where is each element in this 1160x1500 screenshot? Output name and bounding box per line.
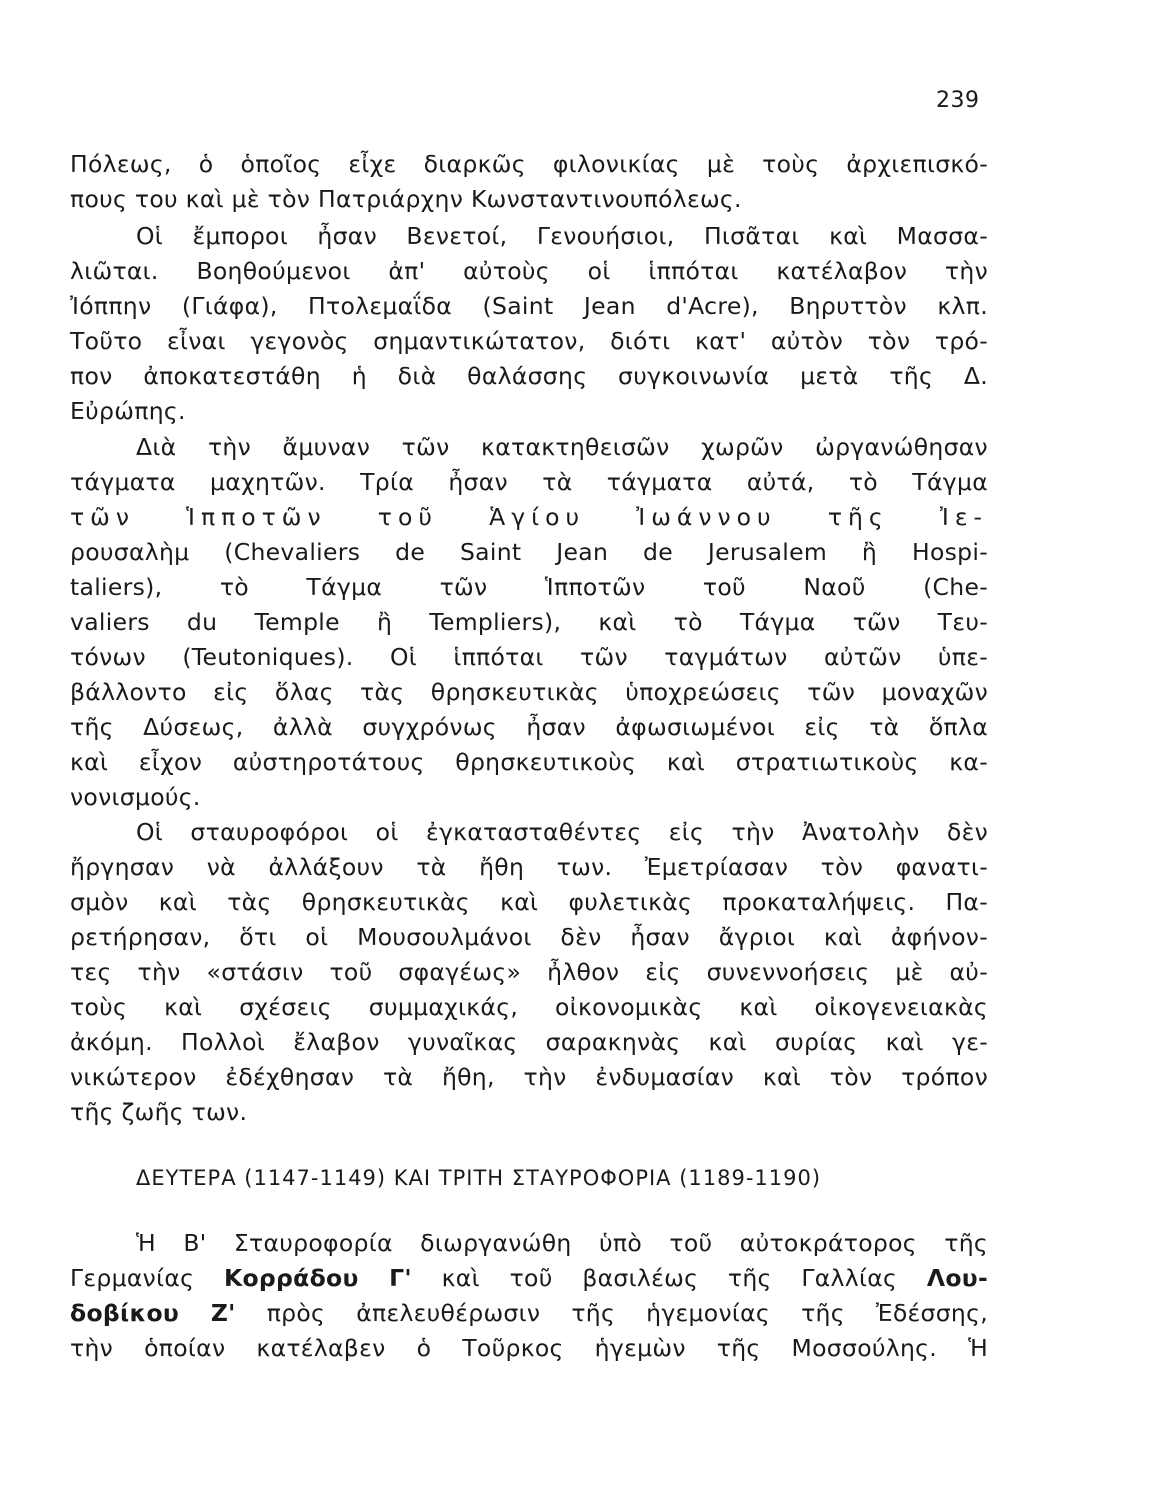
text-line: τῆς ζωῆς των. [70,1098,248,1126]
text-line: πους του καὶ μὲ τὸν Πατριάρχην Κωνσταντινουπόλεως. [70,185,742,213]
text-line: Οἱ ἔμποροι ἦσαν Βενετοί, Γενουήσιοι, Πισᾶται καὶ Μασσα- [136,222,988,250]
text-line: Διὰ τὴν ἄμυναν τῶν κατακτηθεισῶν χωρῶν ὠργανώθησαν [136,433,988,461]
text-line: ἀκόμη. Πολλοὶ ἔλαβον γυναῖκας σαρακηνὰς καὶ συρίας καὶ γε- [70,1028,988,1056]
text-line: νονισμούς. [70,783,201,811]
text-line: τῆς Δύσεως, ἀλλὰ συγχρόνως ἦσαν ἀφωσιωμένοι εἰς τὰ ὅπλα [70,713,988,741]
text-line: τάγματα μαχητῶν. Τρία ἦσαν τὰ τάγματα αὐτά, τὸ Τάγμα [70,468,988,496]
bold-name: Κορράδου Γ' [223,1264,412,1292]
text-line: ἤργησαν νὰ ἀλλάξουν τὰ ἤθη των. Ἐμετρίασαν τὸν φανατι- [70,853,988,881]
bold-name: δοβίκου Ζ' [70,1299,236,1327]
text-line: λιῶται. Βοηθούμενοι ἀπ' αὐτοὺς οἱ ἱππόται κατέλαβον τὴν [70,257,988,285]
text-span: πρὸς ἀπελευθέρωσιν τῆς ἡγεμονίας τῆς Ἐδέσσης, [235,1299,988,1327]
text-line: Οἱ σταυροφόροι οἱ ἐγκατασταθέντες εἰς τὴν Ἀνατολὴν δὲν [136,818,988,846]
text-line: τόνων (Teutoniques). Οἱ ἱππόται τῶν ταγμάτων αὐτῶν ὑπε- [70,643,988,671]
text-line: πον ἀποκατεστάθη ἡ διὰ θαλάσσης συγκοινωνία μετὰ τῆς Δ. [70,362,988,390]
text-line: τῶν Ἱπποτῶν τοῦ Ἁγίου Ἰωάννου τῆς Ἰε- [70,503,988,531]
text-line: τοὺς καὶ σχέσεις συμμαχικάς, οἰκονομικὰς καὶ οἰκογενειακὰς [70,993,988,1021]
text-line: σμὸν καὶ τὰς θρησκευτικὰς καὶ φυλετικὰς προκαταλήψεις. Πα- [70,888,988,916]
page-number: 239 [936,88,980,113]
text-line: νικώτερον ἐδέχθησαν τὰ ἤθη, τὴν ἐνδυμασίαν καὶ τὸν τρόπον [70,1063,988,1091]
text-span: Γερμανίας [70,1264,224,1292]
text-line: Ἡ Β' Σταυροφορία διωργανώθη ὑπὸ τοῦ αὐτοκράτορος τῆς [136,1229,988,1257]
text-line [70,1296,988,1330]
text-line: καὶ εἶχον αὐστηροτάτους θρησκευτικοὺς καὶ στρατιωτικοὺς κα- [70,748,988,776]
text-line: ρετήρησαν, ὅτι οἱ Μουσουλμάνοι δὲν ἦσαν ἄγριοι καὶ ἀφήνον- [70,923,988,951]
text-line: valiers du Temple ἢ Templiers), καὶ τὸ Τάγμα τῶν Τευ- [70,608,988,636]
text-line: ρουσαλὴμ (Chevaliers de Saint Jean de Jerusalem ἢ Hospi- [70,538,988,566]
text-line: Τοῦτο εἶναι γεγονὸς σημαντικώτατον, διότι κατ' αὐτὸν τὸν τρό- [70,327,988,355]
text-line: βάλλοντο εἰς ὅλας τὰς θρησκευτικὰς ὑποχρεώσεις τῶν μοναχῶν [70,678,988,706]
text-line: taliers), τὸ Τάγμα τῶν Ἱπποτῶν τοῦ Ναοῦ (Che- [70,573,988,601]
text-span: καὶ τοῦ βασιλέως τῆς Γαλλίας [411,1264,927,1292]
text-line: Πόλεως, ὁ ὁποῖος εἶχε διαρκῶς φιλονικίας μὲ τοὺς ἀρχιεπισκό- [70,150,988,178]
section-heading: ΔΕΥΤΕΡΑ (1147-1149) ΚΑΙ ΤΡΙΤΗ ΣΤΑΥΡΟΦΟΡΙΑ (1189-1190) [136,1166,822,1190]
text-line [70,1261,988,1295]
text-line: Εὐρώπης. [70,397,186,425]
text-line: τες τὴν «στάσιν τοῦ σφαγέως» ἦλθον εἰς συνεννοήσεις μὲ αὐ- [70,958,988,986]
text-line: τὴν ὁποίαν κατέλαβεν ὁ Τοῦρκος ἡγεμὼν τῆς Μοσσούλης. Ἡ [70,1334,988,1362]
text-line: Ἰόππην (Γιάφα), Πτολεμαΐδα (Saint Jean d'Acre), Βηρυττὸν κλπ. [70,292,988,320]
bold-name: Λου- [926,1264,989,1292]
